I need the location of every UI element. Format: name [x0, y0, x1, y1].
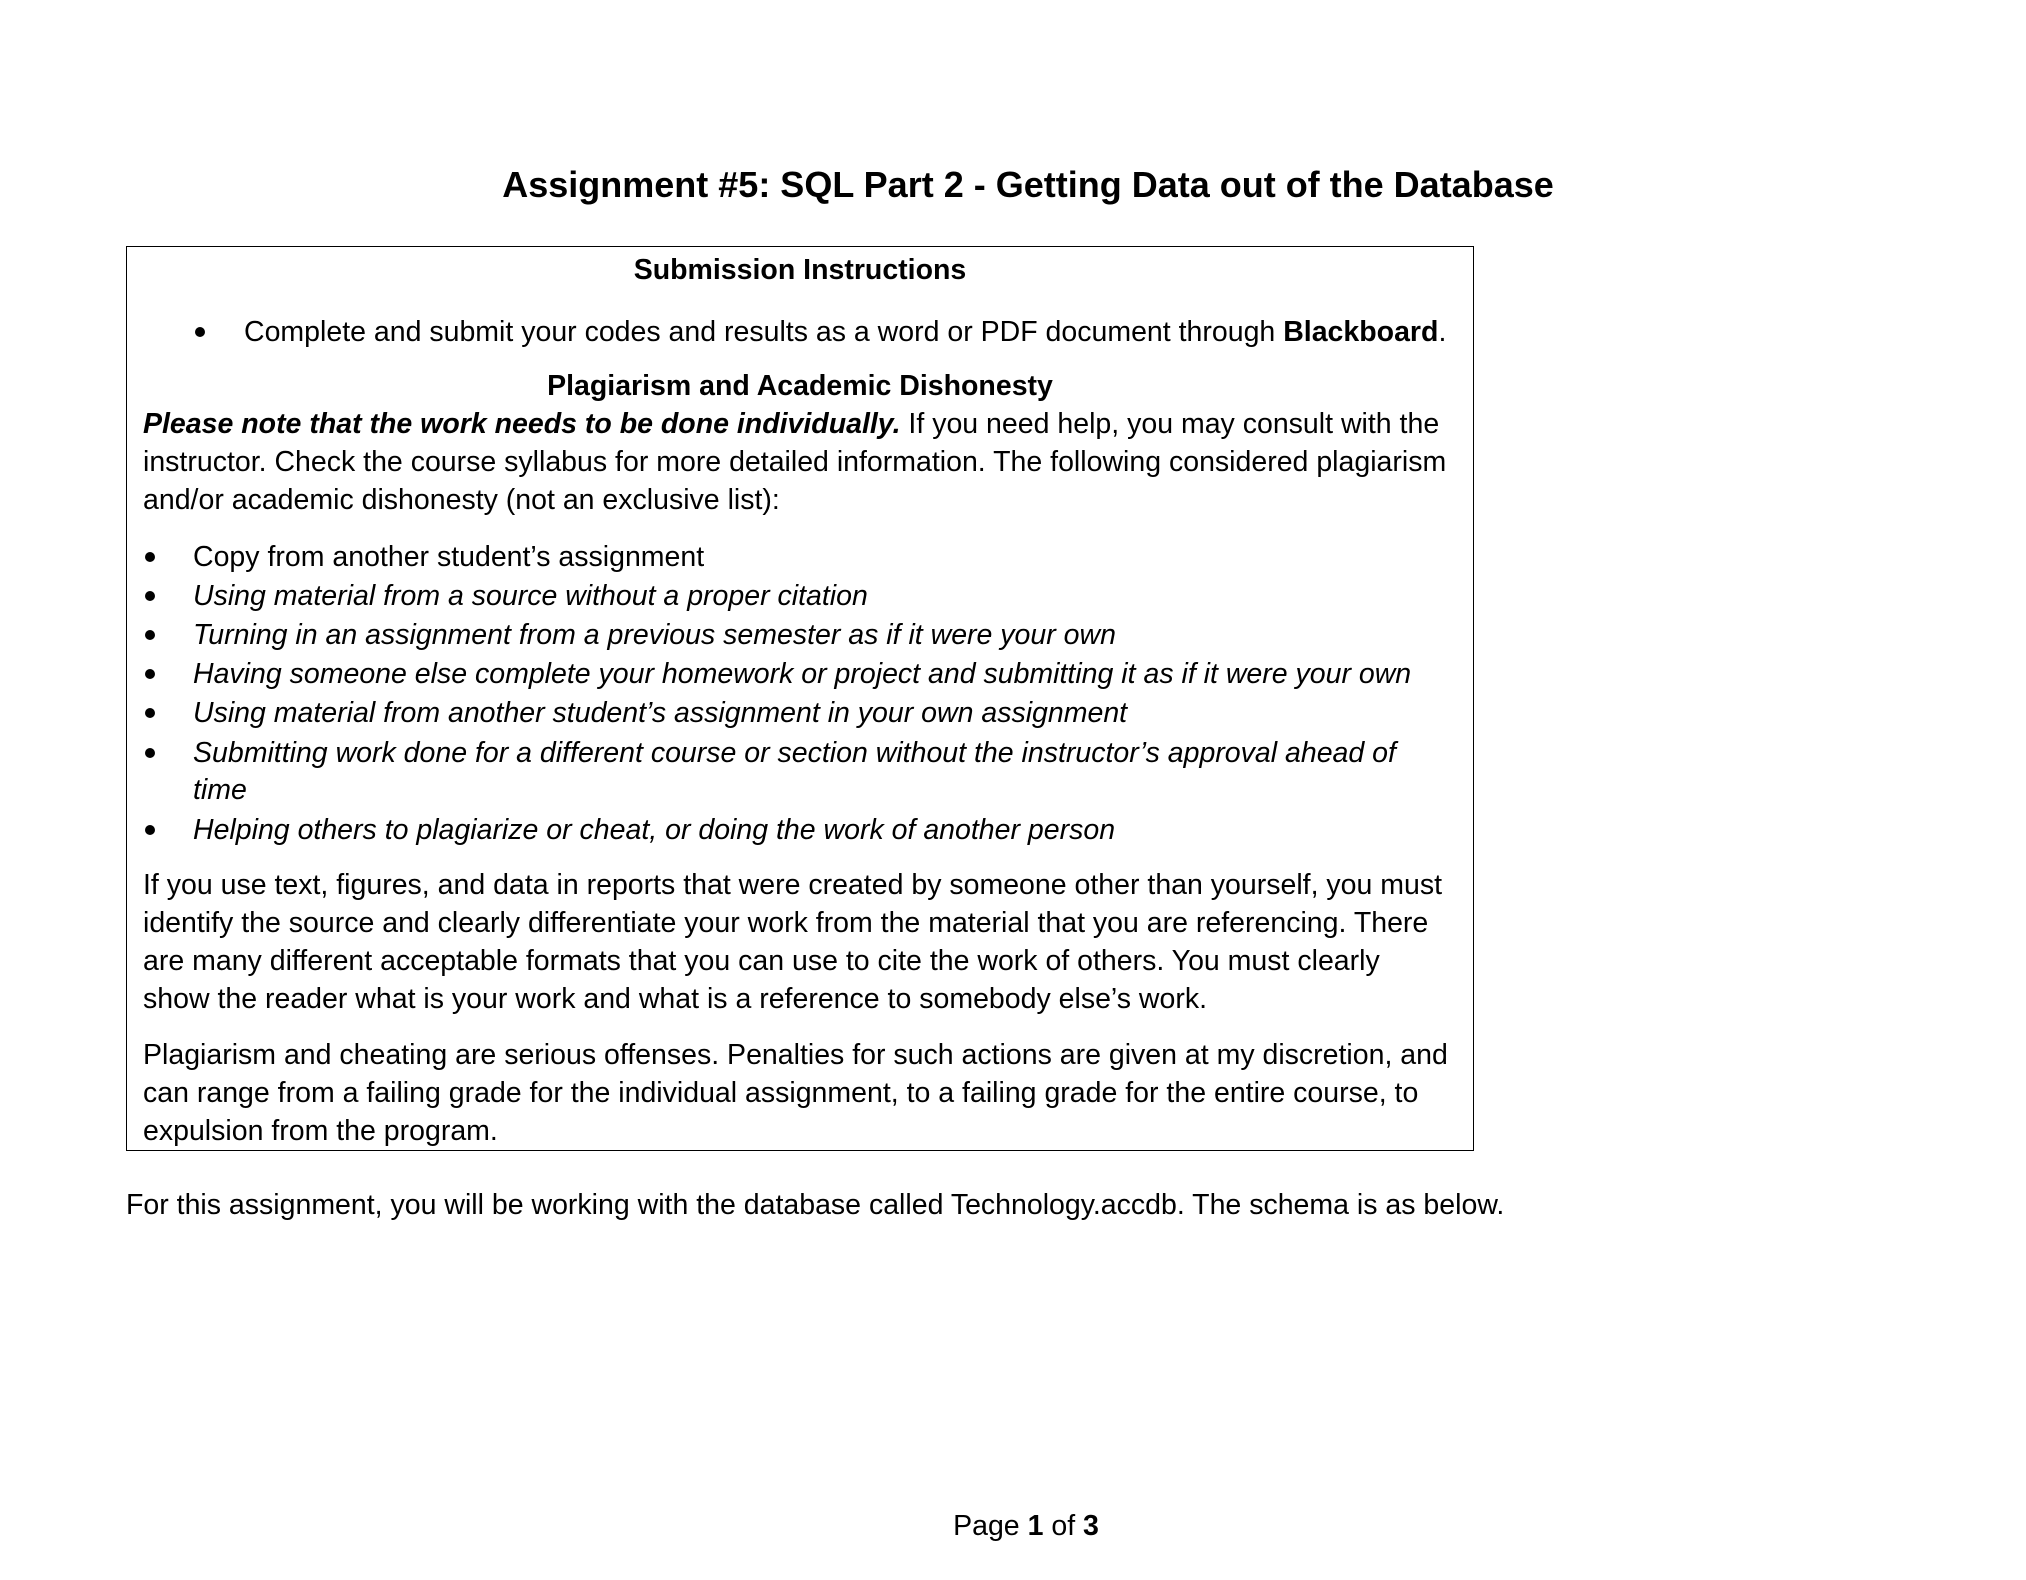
- plagiarism-intro-line-2: instructor. Check the course syllabus for more detailed information. The following considered plagiarism: [143, 446, 1447, 478]
- citation-para-line: show the reader what is your work and what is a reference to somebody else’s work.: [143, 983, 1207, 1015]
- bullet-dot: [145, 708, 155, 718]
- bullet-dot: [145, 825, 155, 835]
- document-title: Assignment #5: SQL Part 2 - Getting Data out of the Database: [502, 164, 1554, 205]
- bullet-dot: [145, 552, 155, 562]
- list-item: Helping others to plagiarize or cheat, or doing the work of another person: [193, 814, 1116, 846]
- penalty-para-line: expulsion from the program.: [143, 1115, 498, 1147]
- penalty-para-line: can range from a failing grade for the individual assignment, to a failing grade for the entire course, to: [143, 1077, 1419, 1109]
- current-page-number: 1: [1027, 1510, 1044, 1542]
- submission-bullet-suffix: .: [1438, 316, 1447, 348]
- body-paragraph: For this assignment, you will be working with the database called Technology.accdb. The schema is as below.: [126, 1189, 1505, 1221]
- total-pages-number: 3: [1083, 1510, 1099, 1542]
- submission-heading: Submission Instructions: [633, 254, 967, 286]
- list-item: Having someone else complete your homework or project and submitting it as if it were your own: [193, 658, 1412, 690]
- plagiarism-intro-line-3: and/or academic dishonesty (not an exclusive list):: [143, 484, 780, 516]
- page-of-label: of: [1043, 1510, 1084, 1542]
- citation-para-line: identify the source and clearly differentiate your work from the material that you are referencing. There: [143, 907, 1429, 939]
- bullet-dot: [145, 630, 155, 640]
- list-item: Using material from another student’s assignment in your own assignment: [193, 697, 1128, 729]
- individual-work-emphasis: Please note that the work needs to be done individually.: [143, 408, 901, 440]
- list-item-continuation: time: [193, 774, 247, 806]
- bullet-dot: [145, 748, 155, 758]
- instructions-box: [126, 246, 1474, 1151]
- citation-para-line: If you use text, figures, and data in reports that were created by someone other than yourself, you must: [143, 869, 1443, 901]
- submission-bullet-text: Complete and submit your codes and results as a word or PDF document through: [244, 316, 1284, 348]
- intro-line-1-rest: If you need help, you may consult with the: [900, 408, 1440, 440]
- page-label: Page: [953, 1510, 1028, 1542]
- plagiarism-heading: Plagiarism and Academic Dishonesty: [547, 370, 1053, 402]
- page-footer: [0, 1507, 2026, 1545]
- penalty-para-line: Plagiarism and cheating are serious offenses. Penalties for such actions are given at my discretion, and: [143, 1039, 1448, 1071]
- list-item: Copy from another student’s assignment: [193, 541, 705, 573]
- list-item: Turning in an assignment from a previous semester as if it were your own: [193, 619, 1116, 651]
- list-item: Submitting work done for a different course or section without the instructor’s approval ahead of: [193, 737, 1396, 769]
- citation-para-line: are many different acceptable formats that you can use to cite the work of others. You must clearly: [143, 945, 1380, 977]
- list-item: Using material from a source without a proper citation: [193, 580, 868, 612]
- bullet-dot: [195, 327, 205, 337]
- submission-bullet: [244, 313, 1446, 351]
- bullet-dot: [145, 669, 155, 679]
- blackboard-text: Blackboard: [1283, 316, 1439, 348]
- bullet-dot: [145, 591, 155, 601]
- plagiarism-intro-line-1: [143, 405, 1439, 443]
